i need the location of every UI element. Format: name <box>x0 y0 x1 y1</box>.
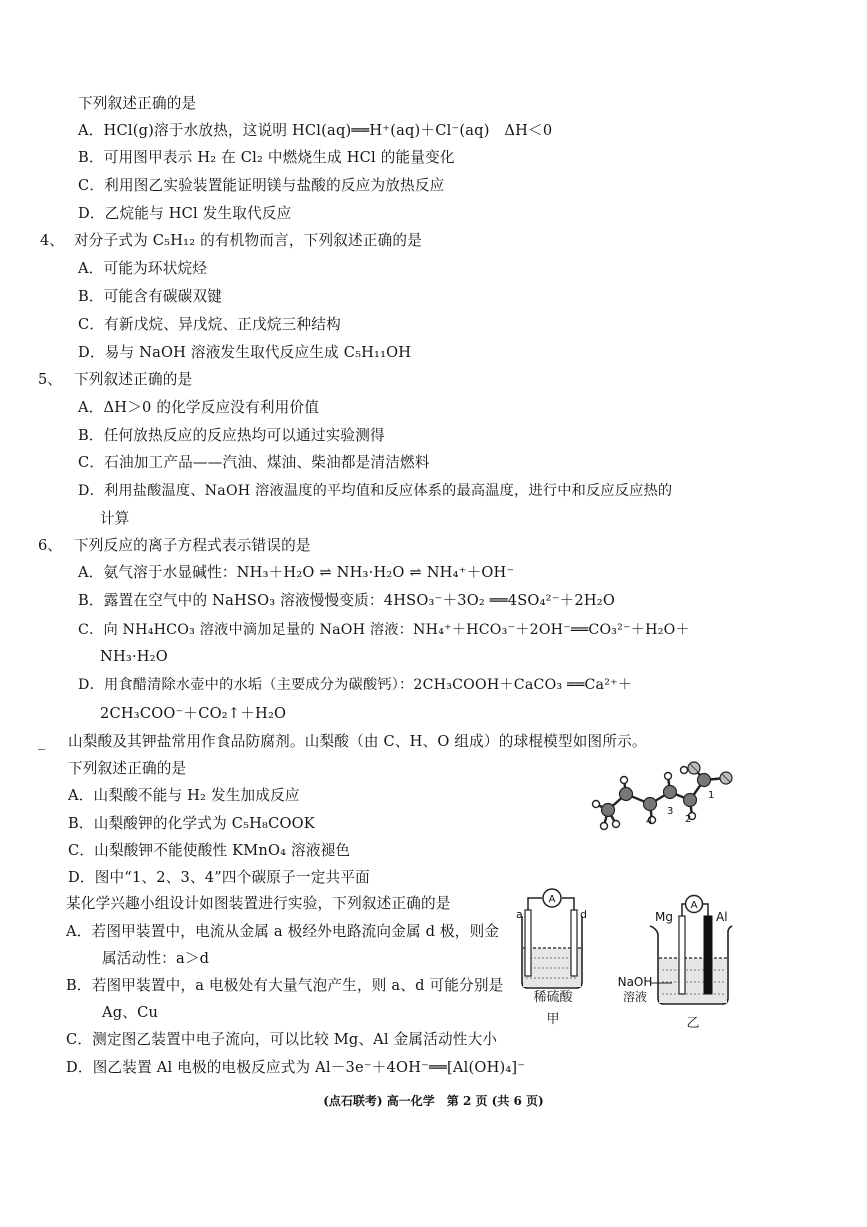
electrode-al <box>704 916 712 994</box>
figure-yi-solution-label-1: NaOH <box>617 975 653 989</box>
q7-stem: 下列叙述正确的是 <box>68 760 187 777</box>
q5-option-b: B．任何放热反应的反应热均可以通过实验测得 <box>78 427 385 444</box>
q3-option-a: A．HCl(g)溶于水放热，这说明 HCl(aq)══H⁺(aq)＋Cl⁻(aq) ΔH＜0 <box>78 122 553 139</box>
q3-option-b: B．可用图甲表示 H₂ 在 Cl₂ 中燃烧生成 HCl 的能量变化 <box>78 149 455 166</box>
q4-option-a: A．可能为环状烷烃 <box>78 260 208 277</box>
q6-option-d-line1: D．用食醋清除水壶中的水垢（主要成分为碳酸钙）：2CH₃COOH＋CaCO₃ ══Ca²⁺＋ <box>78 677 633 693</box>
q4-option-c: C．有新戊烷、异戊烷、正戊烷三种结构 <box>78 316 341 333</box>
q7-option-a: A．山梨酸不能与 H₂ 发生加成反应 <box>68 787 300 804</box>
q5-option-c: C．石油加工产品——汽油、煤油、柴油都是清洁燃料 <box>78 454 430 471</box>
ammeter-label-yi: A <box>690 900 698 911</box>
q3-stem: 下列叙述正确的是 <box>78 95 197 112</box>
electrode-al-label: Al <box>716 910 728 924</box>
figure-yi-galvanic-cell <box>646 892 736 1008</box>
figure-jia-caption: 甲 <box>546 1012 560 1027</box>
q7-number: _ <box>38 733 46 750</box>
q6-option-a: A．氨气溶于水显碱性：NH₃＋H₂O ⇌ NH₃·H₂O ⇌ NH₄⁺＋OH⁻ <box>78 564 515 581</box>
q7-option-b: B．山梨酸钾的化学式为 C₅H₈COOK <box>68 815 315 832</box>
electrode-mg <box>679 916 685 994</box>
q3-option-d: D．乙烷能与 HCl 发生取代反应 <box>78 205 292 222</box>
electrode-a-label: a <box>516 908 523 921</box>
figure-jia-solution-label: 稀硫酸 <box>533 990 573 1005</box>
q8-option-a-line2: 属活动性：a＞d <box>102 950 210 967</box>
q5-option-a: A．ΔH＞0 的化学反应没有利用价值 <box>78 399 320 416</box>
figure-yi-caption: 乙 <box>686 1016 700 1031</box>
q6-option-c-line1: C．向 NH₄HCO₃ 溶液中滴加足量的 NaOH 溶液：NH₄⁺＋HCO₃⁻＋2OH⁻══CO₃²⁻＋H₂O＋ <box>78 622 690 638</box>
q4-option-b: B．可能含有碳碳双键 <box>78 288 223 305</box>
q4-number: 4、 <box>40 232 64 249</box>
electrode-a <box>525 910 531 976</box>
electrode-d <box>571 910 577 976</box>
figure-jia-galvanic-cell <box>514 888 590 1028</box>
q5-option-d-line1: D．利用盐酸温度、NaOH 溶液温度的平均值和反应体系的最高温度，进行中和反应反应热的 <box>78 483 673 499</box>
q6-option-b: B．露置在空气中的 NaHSO₃ 溶液慢慢变质：4HSO₃⁻＋3O₂ ══4SO₄²⁻＋2H₂O <box>78 592 616 609</box>
q6-stem: 下列反应的离子方程式表示错误的是 <box>74 537 311 554</box>
q8-option-b-line1: B．若图甲装置中，a 电极处有大量气泡产生，则 a、d 可能分别是 <box>66 977 504 994</box>
q4-option-d: D．易与 NaOH 溶液发生取代反应生成 C₅H₁₁OH <box>78 344 412 361</box>
model-label-4: 4 <box>646 816 653 827</box>
q7-intro: 山梨酸及其钾盐常用作食品防腐剂。山梨酸（由 C、H、O 组成）的球棍模型如图所示。 <box>68 733 647 750</box>
q6-option-c-line2: NH₃·H₂O <box>100 648 168 665</box>
q7-option-c: C．山梨酸钾不能使酸性 KMnO₄ 溶液褪色 <box>68 842 351 859</box>
sorbic-acid-ball-stick-model <box>588 758 748 840</box>
q8-stem: 某化学兴趣小组设计如图装置进行实验，下列叙述正确的是 <box>66 895 451 912</box>
q6-number: 6、 <box>38 537 62 554</box>
q5-number: 5、 <box>38 371 62 388</box>
q5-option-d-line2: 计算 <box>100 510 130 527</box>
q4-stem: 对分子式为 C₅H₁₂ 的有机物而言，下列叙述正确的是 <box>74 232 422 249</box>
page-footer: (点石联考) 高一化学 第 2 页 (共 6 页) <box>323 1094 544 1108</box>
model-label-1: 1 <box>708 790 715 801</box>
q8-option-a-line1: A．若图甲装置中，电流从金属 a 极经外电路流向金属 d 极，则金 <box>66 923 500 940</box>
q7-option-d: D．图中“1、2、3、4”四个碳原子一定共平面 <box>68 869 370 886</box>
q8-option-c: C．测定图乙装置中电子流向，可以比较 Mg、Al 金属活动性大小 <box>66 1031 498 1048</box>
ammeter-label-jia: A <box>548 894 556 905</box>
electrode-d-label: d <box>580 908 587 921</box>
q5-stem: 下列叙述正确的是 <box>74 371 193 388</box>
q3-option-c: C．利用图乙实验装置能证明镁与盐酸的反应为放热反应 <box>78 177 445 194</box>
q8-option-b-line2: Ag、Cu <box>102 1004 159 1021</box>
solution-pointer-line <box>650 980 672 986</box>
model-label-2: 2 <box>685 814 692 825</box>
electrode-mg-label: Mg <box>655 910 673 924</box>
model-label-3: 3 <box>667 806 674 817</box>
q6-option-d-line2: 2CH₃COO⁻＋CO₂↑＋H₂O <box>100 705 287 722</box>
figure-yi-solution-label-2: 溶液 <box>622 990 647 1004</box>
q8-option-d: D．图乙装置 Al 电极的电极反应式为 Al－3e⁻＋4OH⁻══[Al(OH)₄]⁻ <box>66 1059 526 1076</box>
